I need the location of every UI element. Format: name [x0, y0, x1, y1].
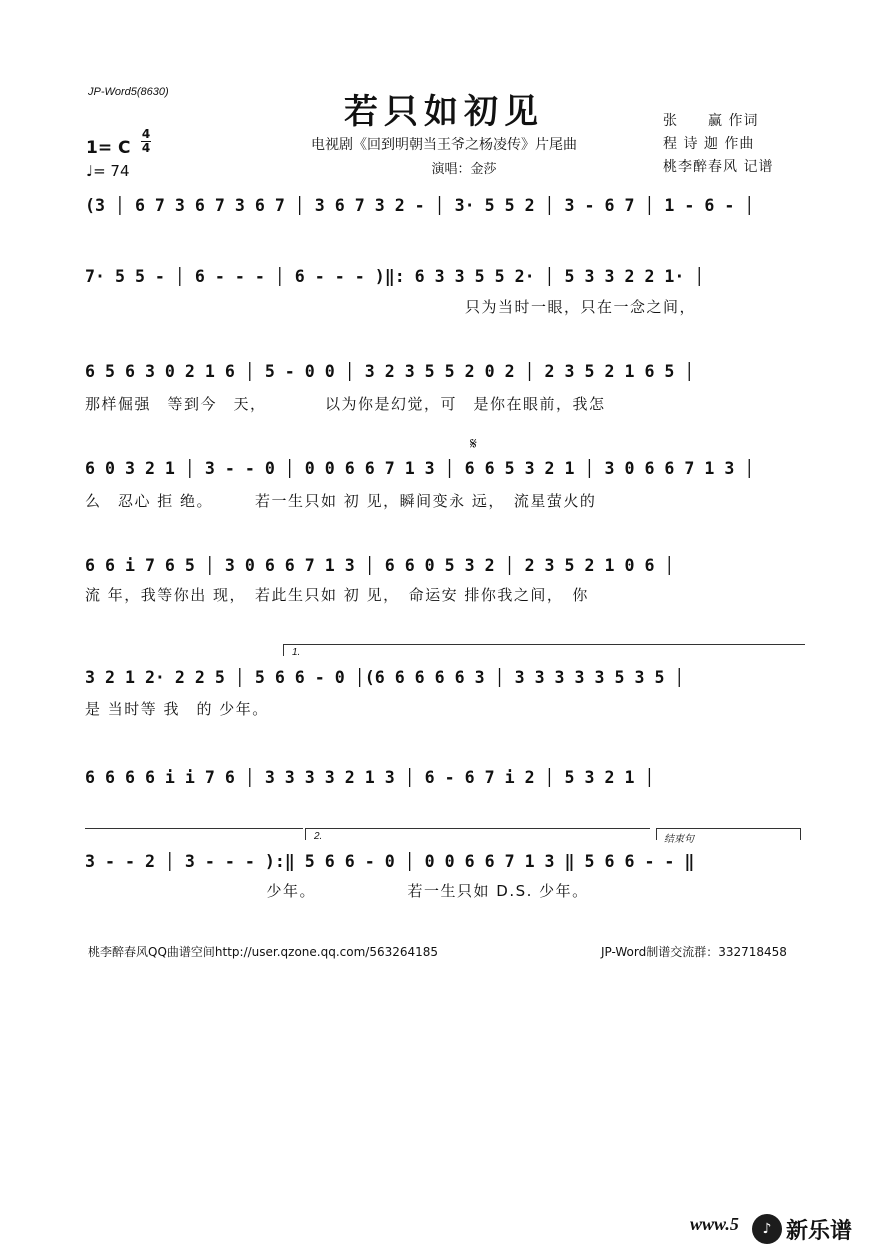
- staff-line-7-notes: 6 6 6 6 i i 7 6 │ 3 3 3 3 2 1 3 │ 6 - 6 7 i 2 │ 5 3 2 1 │: [85, 768, 655, 787]
- transcriber-credit: 桃李醉春风 记谱: [663, 159, 774, 175]
- segno-sign: 𝄋: [470, 434, 477, 453]
- staff-line-4-lyrics: 么 忍心 拒 绝。 若一生只如 初 见，瞬间变永 远， 流星萤火的: [85, 492, 597, 510]
- staff-line-2-notes: 7· 5 5 - │ 6 - - - │ 6 - - - )‖: 6 3 3 5 5 2· │ 5 3 3 2 2 1· │: [85, 267, 705, 286]
- second-ending-label: 2.: [314, 831, 323, 842]
- staff-line-4-notes: 6 0 3 2 1 │ 3 - - 0 │ 0 0 6 6 7 1 3 │ 6 6 5 3 2 1 │ 3 0 6 6 7 1 3 │: [85, 459, 755, 478]
- first-ending-bracket: [283, 644, 805, 645]
- time-signature-bottom: 4: [141, 141, 151, 155]
- watermark-url: www.5: [690, 1214, 739, 1234]
- second-ending-tick: [305, 828, 306, 840]
- first-ending-label: 1.: [292, 647, 301, 658]
- staff-line-6-lyrics: 是 当时等 我 的 少年。: [85, 700, 269, 718]
- staff-line-5-lyrics: 流 年，我等你出 现， 若此生只如 初 见， 命运安 排你我之间， 你: [85, 586, 589, 604]
- watermark-brand: 新乐谱: [786, 1219, 853, 1244]
- staff-line-6-notes: 3 2 1 2· 2 2 5 │ 5 6 6 - 0 │(6 6 6 6 6 3 │ 3 3 3 3 3 5 3 5 │: [85, 668, 685, 687]
- lyricist-credit: 张 赢 作词: [663, 113, 759, 129]
- time-signature: [141, 128, 151, 155]
- key-signature: 1= C: [86, 138, 131, 158]
- footer-right: JP-Word制谱交流群：332718458: [601, 945, 787, 959]
- composer-credit: 程 诗 迦 作曲: [663, 136, 755, 152]
- record-disc-icon: ♪: [752, 1214, 782, 1244]
- staff-line-1-notes: (3 │ 6 7 3 6 7 3 6 7 │ 3 6 7 3 2 - │ 3· 5 5 2 │ 3 - 6 7 │ 1 - 6 - │: [85, 196, 755, 215]
- singer-label: 演唱：金莎: [431, 162, 497, 177]
- footer-left: 桃李醉春风QQ曲谱空间http://user.qzone.qq.com/563264185: [88, 945, 439, 959]
- coda-label: 结束句: [664, 834, 694, 845]
- repeat-bracket-left: [85, 828, 303, 829]
- staff-line-3-notes: 6 5 6 3 0 2 1 6 │ 5 - 0 0 │ 3 2 3 5 5 2 0 2 │ 2 3 5 2 1 6 5 │: [85, 362, 695, 381]
- first-ending-tick: [283, 644, 284, 656]
- staff-line-3-lyrics: 那样倔强 等到今 天， 以为你是幻觉，可 是你在眼前，我怎: [85, 395, 606, 413]
- tempo-marking: ♩= 74: [86, 162, 130, 180]
- song-subtitle: 电视剧《回到明朝当王爷之杨凌传》片尾曲: [311, 137, 577, 153]
- coda-tick: [656, 828, 657, 840]
- staff-line-8-lyrics: 少年。 若一生只如 D.S. 少年。: [85, 882, 589, 900]
- second-ending-bracket: [305, 828, 650, 829]
- staff-line-2-lyrics: 只为当时一眼，只在一念之间，: [465, 298, 697, 316]
- coda-tick-end: [800, 828, 801, 840]
- time-signature-top: 4: [141, 127, 151, 141]
- software-label: JP-Word5(8630): [88, 86, 169, 98]
- coda-bracket: [656, 828, 801, 829]
- staff-line-5-notes: 6 6 i 7 6 5 │ 3 0 6 6 7 1 3 │ 6 6 0 5 3 2 │ 2 3 5 2 1 0 6 │: [85, 556, 675, 575]
- song-title: 若只如初见: [344, 92, 544, 132]
- staff-line-8-notes: 3 - - 2 │ 3 - - - ):‖ 5 6 6 - 0 │ 0 0 6 6 7 1 3 ‖ 5 6 6 - - ‖: [85, 852, 695, 871]
